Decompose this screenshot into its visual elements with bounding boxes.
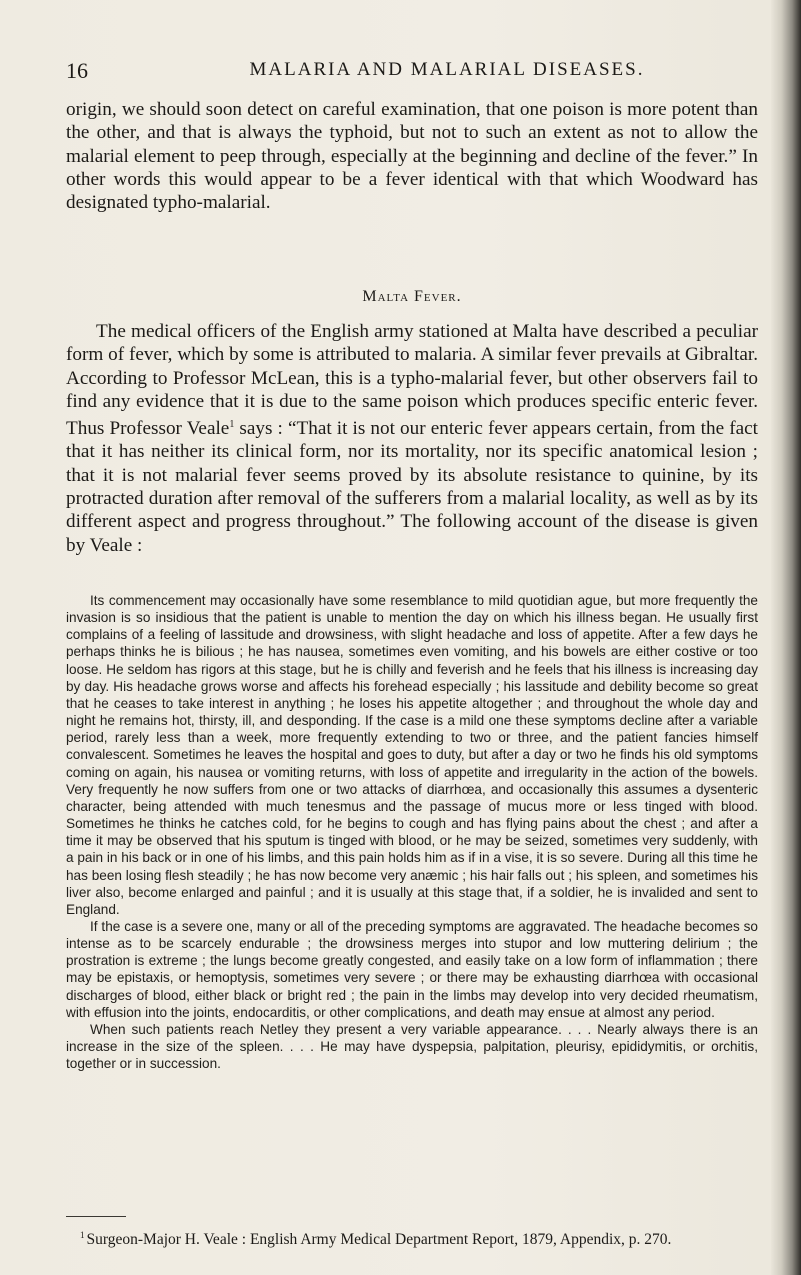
section-heading: Malta Fever. <box>362 288 462 305</box>
running-head: MALARIA AND MALARIAL DISEASES. <box>249 59 645 80</box>
veale-quotation <box>66 592 758 1072</box>
quote-paragraph-2: If the case is a severe one, many or all of the preceding symptoms are aggravated. The headache becomes so intense as to be scarcely endurable ; the drowsiness merges into stupor and low muttering delirium ; the prostration is extreme ; the lungs become greatly congested, and easily take on a low form of inflammation ; there may be epistaxis, or hemoptysis, sometimes very severe ; or there may be exhausting diarrhœa with occasional discharges of blood, either black or bright red ; the pain in the limbs may develop into very decided rheumatism, with effusion into the joints, endocarditis, or other complications, and death may ensue at almost any period. <box>66 918 758 1020</box>
malta-fever-text <box>66 320 758 557</box>
footnote-paragraph <box>66 1225 758 1250</box>
footnote-mark: 1 <box>80 1230 85 1240</box>
malta-paragraph-part-2: says : “That it is not our enteric fever appears certain, from the fact that it has neither its clinical form, nor its mortality, nor its specific anatomical lesion ; that it is not malarial fever seems proved by its absolute resistance to quinine, by its protracted duration after removal of the sufferers from a malarial locality, as well as by its different aspect and progress throughout.” The following account of the disease is given by Veale : <box>66 418 758 556</box>
malta-paragraph <box>66 320 758 557</box>
intro-paragraph: origin, we should soon detect on careful examination, that one poison is more potent than the other, and that is always the typhoid, but not to such an extent as not to allow the malarial element to peep through, especially at the beginning and decline of the fever.” In other words this would appear to be a fever identical with that which Woodward has designated typho-malarial. <box>66 99 758 214</box>
page-binding-edge <box>771 0 801 1275</box>
page-header <box>66 56 756 86</box>
footnote <box>66 1225 758 1250</box>
quote-paragraph-1: Its commencement may occasionally have some resemblance to mild quotidian ague, but more frequently the invasion is so insidious that the patient is unable to mention the day on which his illness began. He usually first complains of a feeling of lassitude and drowsiness, with slight headache and loss of appetite. After a few days he perhaps thinks he is bilious ; he has nausea, sometimes even vomiting, and his bowels are either costive or too loose. He seldom has rigors at this stage, but he is chilly and feverish and he feels that his illness is increasing day by day. His headache grows worse and affects his forehead especially ; his lassitude and debility become so great that he ceases to take interest in anything ; he loses his appetite altogether ; and throughout the whole day and night he remains hot, thirsty, ill, and desponding. If the case is a mild one these symptoms decline after a variable period, rarely less than a week, more frequently extending to two or three, and the patient fancies himself convalescent. Sometimes he leaves the hospital and goes to duty, but after a day or two he finds his old symptoms coming on again, his nausea or vomiting returns, with loss of appetite and irregularity in the action of the bowels. Very frequently he now suffers from one or two attacks of diarrhœa, and occasionally this assumes a dysenteric character, being attended with much tenesmus and the passage of mucus more or less tinged with blood. Sometimes he thinks he catches cold, for he begins to cough and has flying pains about the chest ; and after a time it may be observed that his sputum is tinged with blood, or he may be seized, sometimes very suddenly, with a pain in his back or in one of his limbs, and this pain holds him as if in a vise, it is so severe. During all this time he has been losing flesh steadily ; he has now become very anæmic ; his hair falls out ; his spleen, and sometimes his liver also, become enlarged and painful ; and it is usually at this stage that, if a soldier, he is invalided and sent to England. <box>66 593 758 917</box>
malta-paragraph-part-1: The medical officers of the English army stationed at Malta have described a peculiar form of fever, which by some is attributed to malaria. A similar fever prevails at Gibraltar. According to Professor McLean, this is a typho-malarial fever, but other observers fail to find any evidence that it is due to the same poison which produces specific enteric fever. Thus Professor Veale <box>66 321 758 440</box>
footnote-divider <box>66 1216 126 1217</box>
footnote-text: Surgeon-Major H. Veale : English Army Medical Department Report, 1879, Appendix, p. 270. <box>86 1231 672 1248</box>
quote-paragraph-3: When such patients reach Netley they present a very variable appearance. . . . Nearly always there is an increase in the size of the spleen. . . . He may have dyspepsia, palpitation, pleurisy, epididymitis, or orchitis, together or in succession. <box>66 1021 758 1072</box>
intro-text <box>66 98 758 214</box>
footnote-reference[interactable]: 1 <box>229 419 235 431</box>
page-number: 16 <box>66 58 88 83</box>
